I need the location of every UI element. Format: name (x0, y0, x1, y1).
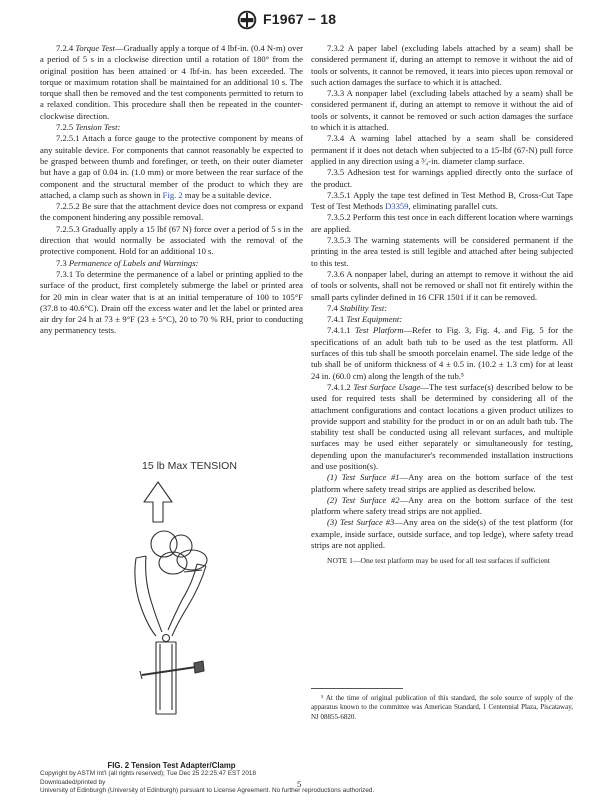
para-7-3-3: 7.3.3 A nonpaper label (excluding labels attached by a seam) shall be considered permanent if, during an attempt to remove it without the aid of tools or solvents, it cannot be removed or such action damages the surface to which it is attached. (311, 88, 573, 133)
left-column (40, 43, 303, 337)
figure-label: 15 lb Max TENSION (142, 460, 237, 472)
para-7-2-5-1: 7.2.5.1 Attach a force gauge to the protective component by means of any suitable device. For components that cannot reasonably be expected to be grasped between thumb and forefinger, or teeth, on their outer diameter but have a gap of 0.04 in. (1.0 mm) or more between the rear surface of the component and the structural member of the product to which they are attached, a clamp such as shown in Fig. 2 may be a suitable device. (40, 133, 303, 200)
tension-arrow-icon (144, 482, 172, 522)
para-7-3-5: 7.3.5 Adhesion test for warnings applied directly onto the surface of the product. (311, 167, 573, 189)
para-7-3-5-2: 7.3.5.2 Perform this test once in each different location where warnings are applied. (311, 212, 573, 234)
para-7-3-1: 7.3.1 To determine the permanence of a label or printing applied to the surface of the product, first completely submerge the label or printed area for 20 min in clear water that is at an initial temperature of 100 to 105°F (37.8 to 40.6°C). Drain off the excess water and let the label or printed area air dry for 24 h at 73 ± 9°F (23 ± 5°C), 20 to 70 % RH, prior to conducting any permanency tests. (40, 268, 303, 336)
footnote-5: ⁵ At the time of original publication of this standard, the sole source of supply of the apparatus known to the committee was American Standard, 1 Centennial Plaza, Piscataway, NJ 08855-6820. (311, 694, 573, 721)
para-7-2-4: 7.2.4 Torque Test—Gradually apply a torque of 4 lbf-in. (0.4 N-m) over a period of 5 s in a clockwise direction until a rotation of 180° from the original position has been attained or 4 lbf-in. has been exceeded. The torque or maximum rotation shall be maintained for an additional 10 s. The torque shall then be removed and the test components permitted to return to a relaxed condition. This procedure shall then be repeated in the counter-clockwise direction. (40, 43, 304, 121)
para-7-4-1-2: 7.4.1.2 Test Surface Usage—The test surface(s) described below to be used for required tests shall be determined by considering all of the attachment configurations and contact locations a given product utilizes to provide support and stability for the product in or on an adult bath tub. The stability test shall be conducted using all relevant surfaces, and multiple surfaces may be used either separately or simultaneously for testing, depending upon the manufacturer's recommended installation instructions and use position(s). (311, 381, 573, 471)
para-7-3-4: 7.3.4 A warning label attached by a seam shall be considered permanent if it does not detach when subjected to a 15-lbf (67-N) pull force applied in any direction using a ³⁄₄-in. diameter clamp surface. (311, 133, 573, 166)
page-number: 5 (297, 779, 302, 789)
test-surface-3: (3) Test Surface #3—Any area on the side(s) of the test platform (for example, inside surface, outside surface, and top ledge), where safety tread strips are not applied. (311, 517, 573, 551)
astm-logo-icon (237, 10, 257, 30)
figure-caption: FIG. 2 Tension Test Adapter/Clamp (107, 761, 236, 770)
para-7-4-1-1: 7.4.1.1 Test Platform—Refer to Fig. 3, Fig. 4, and Fig. 5 for the specifications of an adult bath tub to be used as the test platform. All surfaces of this tub shall be smooth porcelain enamel. The side ledge of the tub shall be of uniform thickness of 4 ± 0.5 in. (10.2 ± 1.3 cm) for at least 24 in. (60.0 cm) along the length of the tub.⁵ (311, 325, 573, 381)
para-7-2-5-3: 7.2.5.3 Gradually apply a 15 lbf (67 N) force over a period of 5 s in the direction that would normally be associated with the removal of the protective component. Hold for an additional 10 s. (40, 223, 303, 257)
para-7-4: 7.4 Stability Test: (327, 302, 388, 313)
copyright-line: Copyright by ASTM Int'l (all rights reserved); Tue Dec 25 22:25:47 EST 2018 (40, 770, 257, 777)
note-1: NOTE 1—One test platform may be used for all test surfaces if sufficient (327, 556, 550, 566)
para-7-3: 7.3 Permanence of Labels and Warnings: (56, 257, 199, 268)
para-7-3-6: 7.3.6 A nonpaper label, during an attempt to remove it without the aid of tools or solvents, shall not be removed or shall not fit entirely within the small parts cylinder defined in 16 CFR 1501 if it can be removed. (311, 268, 573, 302)
test-surface-1: (1) Test Surface #1—Any area on the bottom surface of the test platform where safety tread strips are applied as described below. (311, 472, 573, 494)
document-designation: F1967 − 18 (263, 11, 337, 27)
footnote-rule (311, 688, 403, 689)
right-column (311, 43, 573, 566)
downloaded-line: Downloaded/printed by (40, 778, 106, 786)
fig-2-link[interactable]: Fig. 2 (162, 189, 183, 200)
para-7-4-1: 7.4.1 Test Equipment: (327, 314, 403, 325)
test-surface-2: (2) Test Surface #2—Any area on the bottom surface of the test platform where safety tread strips are not applied. (311, 494, 573, 517)
clamp-drawing (76, 460, 276, 760)
d3359-link[interactable]: D3359 (385, 201, 409, 212)
para-7-3-5-1: 7.3.5.1 Apply the tape test defined in Test Method B, Cross-Cut Tape Test of Test Methods D3359, eliminating parallel cuts. (311, 189, 573, 212)
para-7-3-2: 7.3.2 A paper label (excluding labels attached by a seam) shall be considered permanent if, during an attempt to remove it without the aid of tools or solvents, it cannot be removed, it tears into pieces upon removal or such action damages the surface to which it is attached. (311, 43, 573, 87)
para-7-2-5-2: 7.2.5.2 Be sure that the attachment device does not compress or expand the component hindering any possible removal. (40, 201, 303, 223)
tension-clamp-figure (76, 460, 276, 760)
license-line: University of Edinburgh (University of Edinburgh) pursuant to License Agreement. No further reproductions authorized. (40, 787, 375, 795)
para-7-2-5: 7.2.5 Tension Test: (56, 122, 121, 133)
para-7-3-5-3: 7.3.5.3 The warning statements will be considered permanent if the printing in the area tested is still legible and attached after being subjected to this test. (311, 235, 573, 268)
page-header (0, 10, 600, 30)
